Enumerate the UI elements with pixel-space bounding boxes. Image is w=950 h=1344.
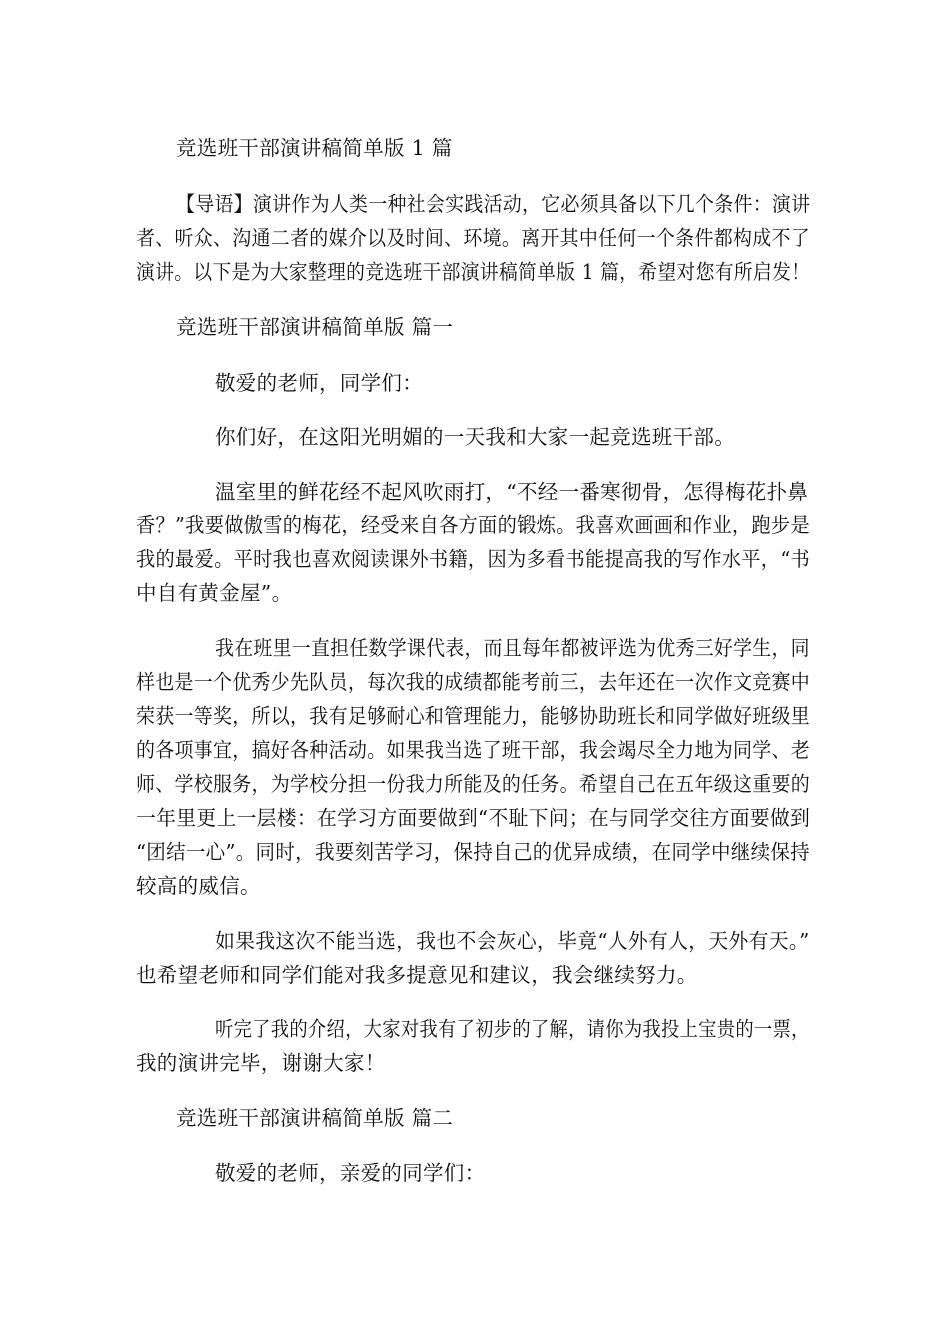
- s1-p5-line-1: 听完了我的介绍，大家对我有了初步的了解，请你为我投上宝贵的一票，: [215, 1017, 810, 1041]
- section-heading-1: 竞选班干部演讲稿简单版 篇一: [176, 315, 454, 339]
- intro-line-2: 者、听众、沟通二者的媒介以及时间、环境。离开其中任何一个条件都构成不了: [136, 226, 810, 250]
- s2-greeting: 敬爱的老师，亲爱的同学们：: [215, 1161, 486, 1185]
- document-title: 竞选班干部演讲稿简单版 1 篇: [176, 136, 453, 160]
- s1-p4-line-2: 也希望老师和同学们能对我多提意见和建议，我会继续努力。: [136, 963, 698, 987]
- s1-p2-line-2: 香？”我要做傲雪的梅花，经受来自各方面的锻炼。我喜欢画画和作业，跑步是: [136, 513, 810, 537]
- s1-p3-line-3: 荣获一等奖，所以，我有足够耐心和管理能力，能够协助班长和同学做好班级里: [136, 704, 810, 728]
- s1-p3-line-6: 一年里更上一层楼：在学习方面要做到“不耻下问；在与同学交往方面要做到: [136, 806, 811, 830]
- s1-p2-line-1: 温室里的鲜花经不起风吹雨打，“不经一番寒彻骨，怎得梅花扑鼻: [215, 480, 809, 504]
- s1-p3-line-1: 我在班里一直担任数学课代表，而且每年都被评选为优秀三好学生，同: [215, 636, 810, 660]
- intro-line-3: 演讲。以下是为大家整理的竞选班干部演讲稿简单版 1 篇，希望对您有所启发！: [136, 260, 811, 284]
- s1-paragraph-1: 你们好，在这阳光明媚的一天我和大家一起竞选班干部。: [215, 425, 735, 449]
- s1-p2-line-3: 我的最爱。平时我也喜欢阅读课外书籍，因为多看书能提高我的写作水平，“书: [136, 547, 810, 571]
- section-heading-2: 竞选班干部演讲稿简单版 篇二: [176, 1106, 454, 1130]
- intro-line-1: 【导语】演讲作为人类一种社会实践活动，它必须具备以下几个条件：演讲: [176, 192, 811, 216]
- s1-p2-line-4: 中自有黄金屋”。: [136, 581, 293, 605]
- s1-p3-line-7: “团结一心”。同时，我要刻苦学习，保持自己的优异成绩，在同学中继续保持: [136, 840, 810, 864]
- s1-p3-line-5: 师、学校服务，为学校分担一份我力所能及的任务。希望自己在五年级这重要的: [136, 772, 810, 796]
- s1-p5-line-2: 我的演讲完毕，谢谢大家！: [136, 1051, 386, 1075]
- s1-p3-line-8: 较高的威信。: [136, 874, 261, 898]
- s1-p4-line-1: 如果我这次不能当选，我也不会灰心，毕竟“人外有人，天外有天。”: [215, 929, 810, 953]
- s1-p3-line-2: 样也是一个优秀少先队员，每次我的成绩都能考前三，去年还在一次作文竞赛中: [136, 670, 810, 694]
- s1-greeting: 敬爱的老师，同学们：: [215, 371, 423, 395]
- s1-p3-line-4: 的各项事宜，搞好各种活动。如果我当选了班干部，我会竭尽全力地为同学、老: [136, 738, 810, 762]
